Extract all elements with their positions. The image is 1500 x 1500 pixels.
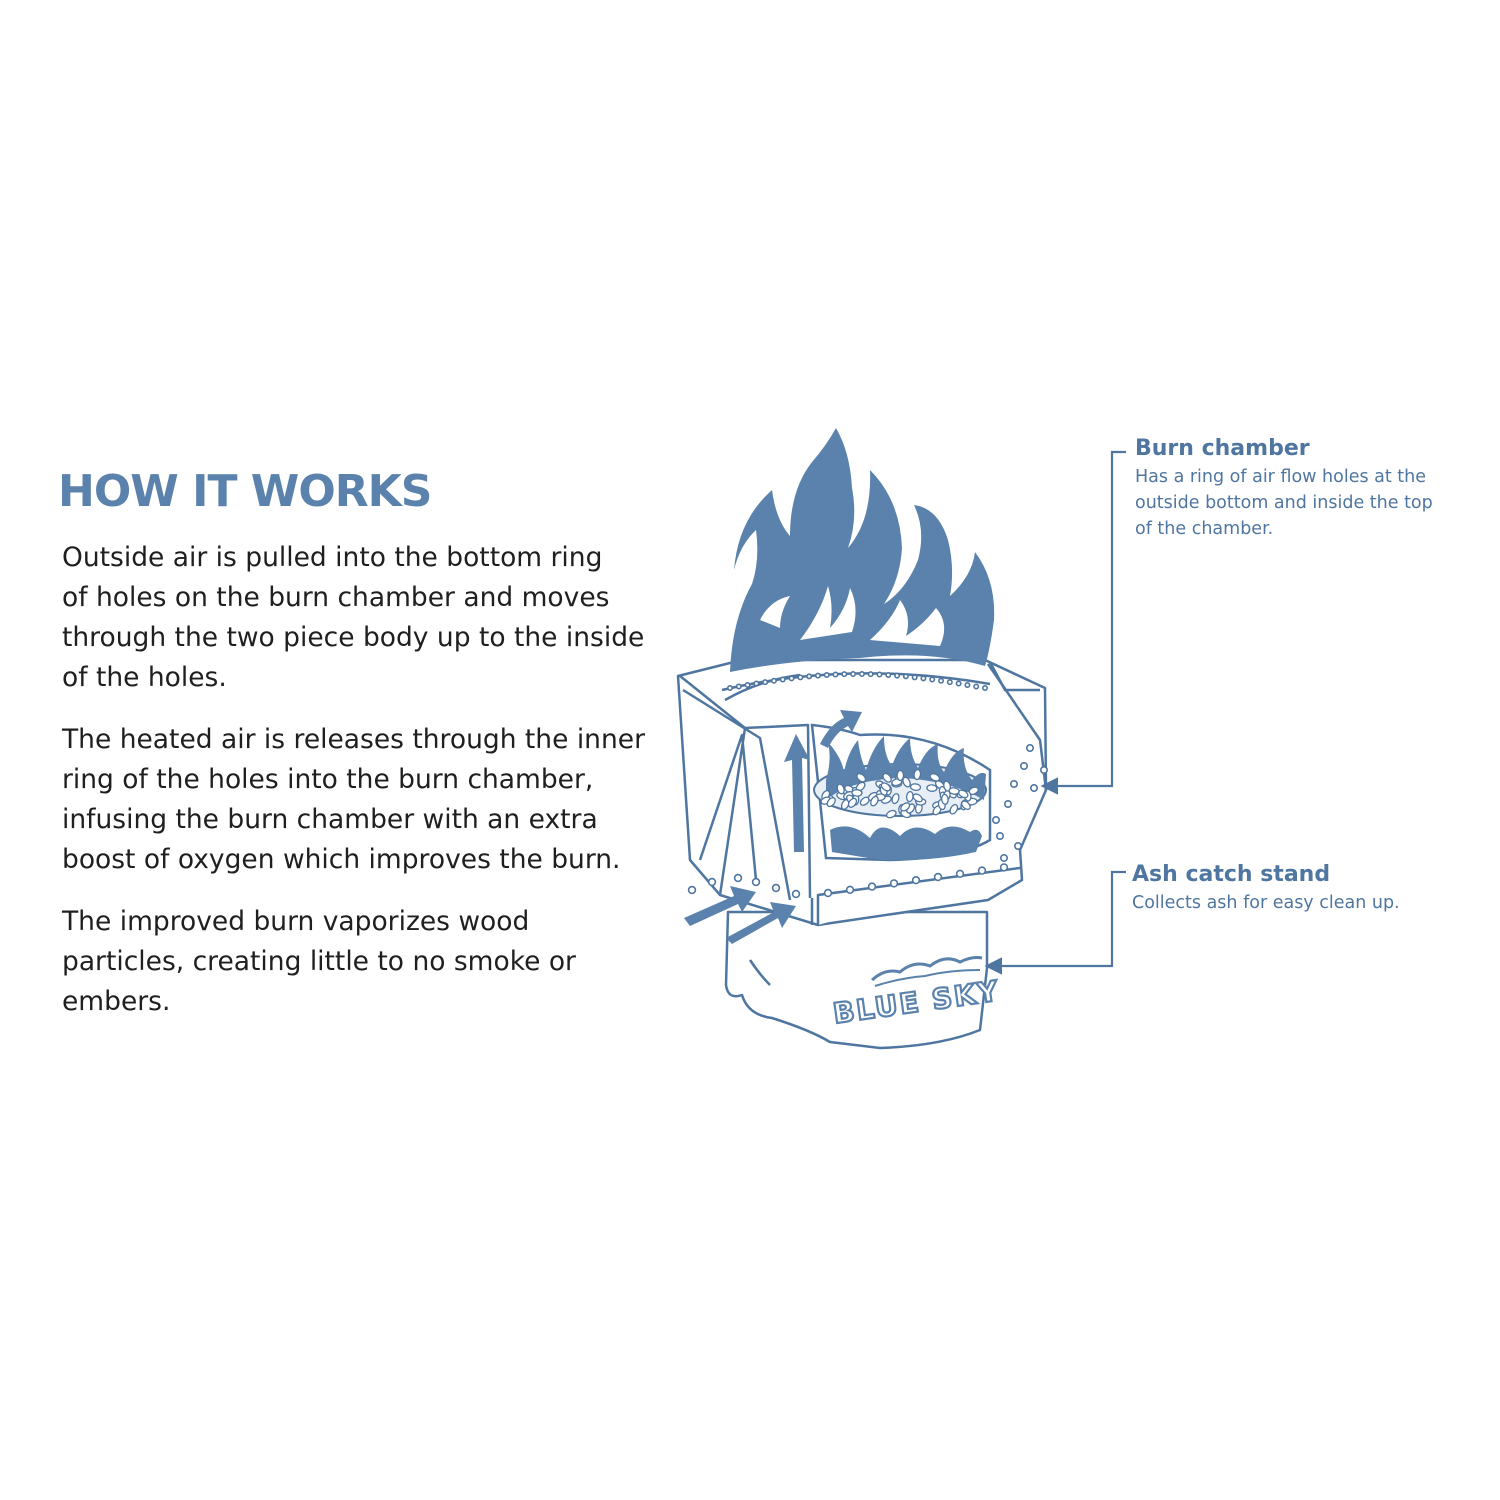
- text-line: Outside air is pulled into the bottom ring: [62, 542, 603, 573]
- air-hole: [781, 677, 785, 681]
- air-hole: [983, 686, 987, 690]
- air-hole: [965, 683, 969, 687]
- text-line: of the holes.: [62, 662, 227, 693]
- air-hole: [709, 879, 716, 886]
- air-hole: [745, 683, 749, 687]
- ash-catch-stand: [726, 912, 987, 1048]
- air-hole: [957, 870, 964, 877]
- text-line: through the two piece body up to the inside: [62, 622, 645, 653]
- air-hole: [825, 673, 829, 677]
- air-hole: [935, 874, 942, 881]
- air-hole: [847, 886, 854, 893]
- air-hole: [921, 676, 925, 680]
- text-line: particles, creating little to no smoke or: [62, 946, 576, 977]
- text-line: outside bottom and inside the top: [1135, 493, 1433, 513]
- pellet: [949, 787, 960, 794]
- air-hole: [1021, 763, 1027, 769]
- air-hole: [1005, 801, 1011, 807]
- air-hole: [816, 673, 820, 677]
- air-hole: [737, 684, 741, 688]
- air-hole: [1027, 745, 1033, 751]
- air-hole: [997, 833, 1003, 839]
- callout-burn-chamber-description: [1135, 464, 1433, 542]
- air-hole: [904, 674, 908, 678]
- text-line: The improved burn vaporizes wood: [62, 906, 530, 937]
- air-hole: [772, 679, 776, 683]
- callout-burn-chamber-title: Burn chamber: [1135, 436, 1310, 461]
- air-hole: [1011, 781, 1017, 787]
- air-hole: [1041, 767, 1047, 773]
- big-flames: [730, 428, 994, 672]
- air-hole: [869, 883, 876, 890]
- air-hole: [974, 684, 978, 688]
- pellet: [852, 789, 862, 796]
- air-hole: [833, 672, 837, 676]
- text-line: Collects ash for easy clean up.: [1132, 893, 1400, 913]
- air-hole: [886, 673, 890, 677]
- callout-ash-catch-title: Ash catch stand: [1132, 862, 1331, 887]
- pellet: [906, 791, 914, 802]
- air-hole: [1031, 785, 1037, 791]
- text-line: ring of the holes into the burn chamber,: [62, 764, 594, 795]
- text-line: of the chamber.: [1135, 519, 1274, 539]
- air-hole: [763, 680, 767, 684]
- air-hole: [807, 674, 811, 678]
- air-hole: [753, 879, 760, 886]
- pellet: [910, 783, 921, 791]
- pellet: [897, 771, 903, 781]
- air-hole: [728, 686, 732, 690]
- air-hole: [773, 885, 780, 892]
- air-hole: [851, 672, 855, 676]
- air-hole: [793, 891, 800, 898]
- air-hole: [895, 673, 899, 677]
- air-hole: [1001, 855, 1007, 861]
- air-hole: [842, 672, 846, 676]
- burn-chamber-leader: [1044, 452, 1126, 786]
- text-line: of holes on the burn chamber and moves: [62, 582, 610, 613]
- air-hole: [912, 675, 916, 679]
- text-line: boost of oxygen which improves the burn.: [62, 844, 621, 875]
- air-hole: [868, 672, 872, 676]
- air-hole: [798, 675, 802, 679]
- air-hole: [860, 672, 864, 676]
- text-line: Has a ring of air flow holes at the: [1135, 467, 1427, 487]
- air-hole: [948, 680, 952, 684]
- air-hole: [979, 867, 986, 874]
- svg-text:BLUE SKY: BLUE SKY: [830, 974, 1002, 1031]
- text-line: embers.: [62, 986, 171, 1017]
- air-hole: [913, 877, 920, 884]
- air-hole: [993, 817, 999, 823]
- air-hole: [689, 887, 696, 894]
- page-heading: HOW IT WORKS: [58, 466, 432, 517]
- pellet: [927, 785, 937, 792]
- callout-ash-catch-description: [1132, 890, 1400, 916]
- text-line: infusing the burn chamber with an extra: [62, 804, 598, 835]
- air-hole: [1015, 843, 1021, 849]
- air-hole: [789, 676, 793, 680]
- air-hole: [877, 672, 881, 676]
- air-hole: [891, 880, 898, 887]
- air-hole: [825, 890, 832, 897]
- pellet: [941, 794, 948, 805]
- air-hole: [930, 677, 934, 681]
- air-hole: [939, 679, 943, 683]
- text-line: The heated air is releases through the inner: [62, 724, 645, 755]
- air-hole: [754, 681, 758, 685]
- air-hole: [735, 875, 742, 882]
- air-hole: [956, 681, 960, 685]
- air-hole: [1001, 864, 1008, 871]
